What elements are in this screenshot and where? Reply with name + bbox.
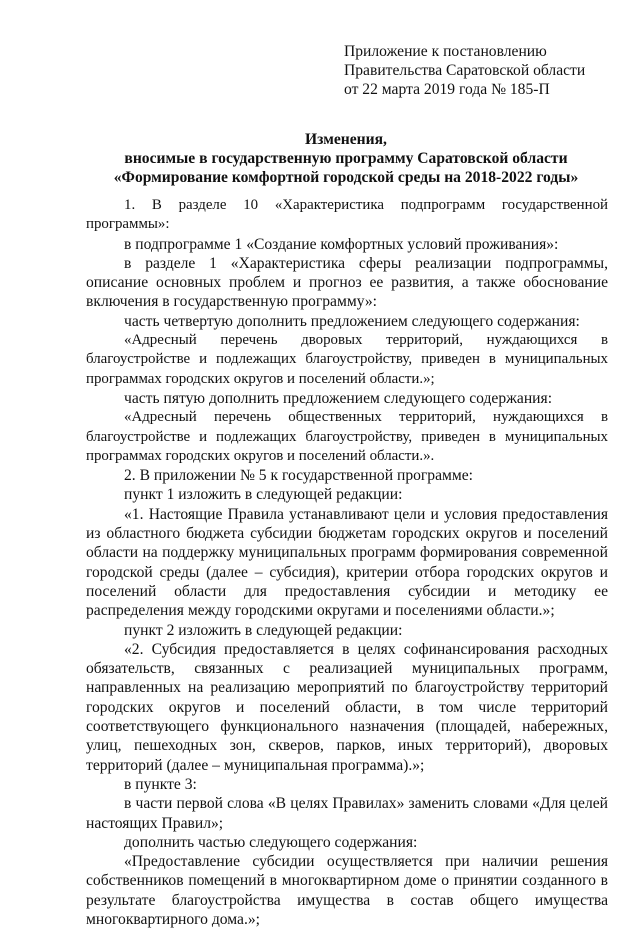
- paragraph: «1. Настоящие Правила устанавливают цели и условия предоставления из областного бюджета субсидии бюджетам городских округов и поселений области на поддержку муниципальных программ формирования современной городской среды (далее – субсидия), критерии отбора городских округов и поселений области для предоставления субсидии и методику ее распределения между городскими округами и поселениями области.»;: [86, 505, 608, 620]
- paragraph: в части первой слова «В целях Правилах» заменить словами «Для целей настоящих Правил»;: [86, 795, 608, 832]
- paragraph: «Адресный перечень общественных территорий, нуждающихся в благоустройстве и подлежащих благоустройству, приведен в муниципальных программах городских округов и поселений области.».: [86, 409, 608, 464]
- paragraph: часть четвертую дополнить предложением следующего содержания:: [124, 312, 580, 330]
- paragraph: в разделе 1 «Характеристика сферы реализации подпрограммы, описание основных проблем и прогноз ее развития, а также обоснование включения в государственную программу»:: [86, 254, 608, 311]
- header-line: от 22 марта 2019 года № 185-П: [344, 81, 550, 98]
- title-line: Изменения,: [305, 131, 387, 148]
- paragraph: в подпрограмме 1 «Создание комфортных условий проживания»:: [124, 235, 559, 253]
- title-line: вносимые в государственную программу Саратовской области: [124, 150, 568, 167]
- paragraph: дополнить частью следующего содержания:: [124, 833, 418, 851]
- paragraph: «Адресный перечень дворовых территорий, нуждающихся в благоустройстве и подлежащих благоустройству, приведен в муниципальных программах городских округов и поселений области.»;: [86, 332, 608, 387]
- paragraph: «Предоставление субсидии осуществляется при наличии решения собственников помещений в многоквартирном доме о принятии созданного в результате благоустройства имущества в состав общего имущества многоквартирного дома.»;: [86, 853, 608, 928]
- paragraph: часть пятую дополнить предложением следующего содержания:: [124, 389, 553, 407]
- paragraph: пункт 2 изложить в следующей редакции:: [124, 621, 403, 639]
- paragraph: пункт 1 изложить в следующей редакции:: [124, 486, 403, 504]
- paragraph: 1. В разделе 10 «Характеристика подпрограмм государственной программы»:: [86, 197, 608, 233]
- header-line: Правительства Саратовской области: [344, 62, 586, 79]
- document-body: [86, 196, 608, 929]
- paragraph: «2. Субсидия предоставляется в целях софинансирования расходных обязательств, связанных с реализацией муниципальных программ, направленных на реализацию мероприятий по благоустройству территорий городских округов и поселений области, в том числе территорий соответствующего функционального назначения (площадей, набережных, улиц, пешеходных зон, скверов, парков, иных территорий), дворовых территорий (далее – муниципальная программа).»;: [86, 640, 608, 774]
- paragraph: 2. В приложении № 5 к государственной программе:: [124, 467, 474, 485]
- title-line: «Формирование комфортной городской среды на 2018-2022 годы»: [113, 169, 579, 186]
- approval-header: [344, 42, 624, 99]
- paragraph: в пункте 3:: [124, 775, 197, 793]
- header-line: Приложение к постановлению: [344, 43, 547, 60]
- document-title: [86, 130, 606, 187]
